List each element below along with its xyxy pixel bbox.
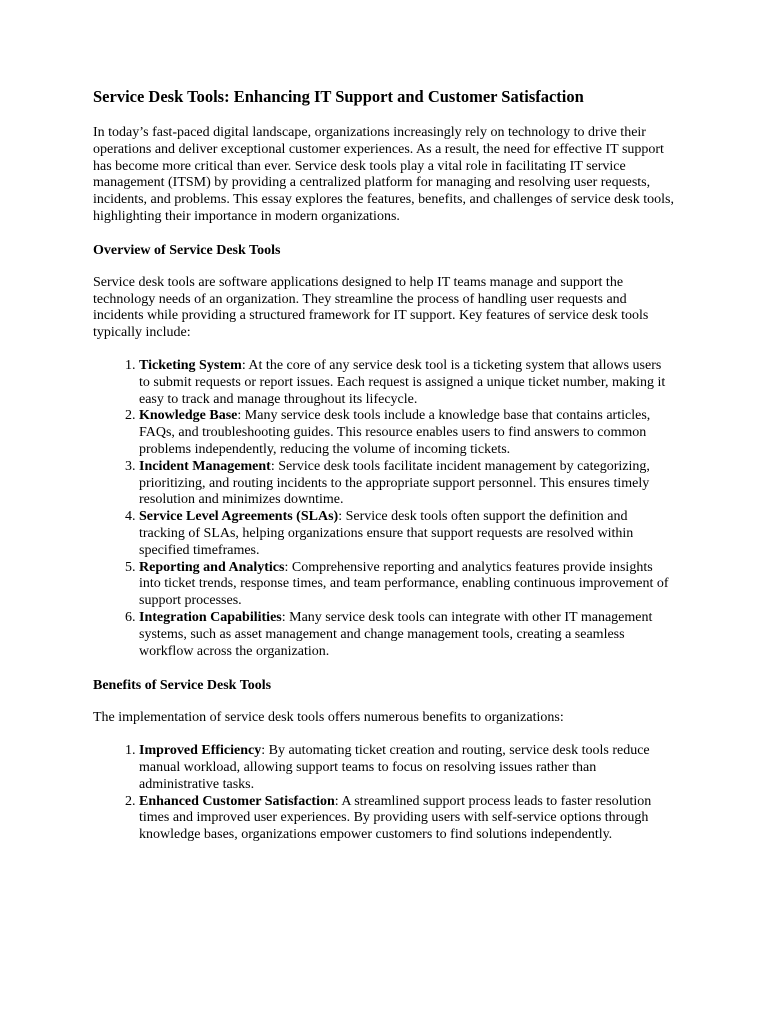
- list-item: [139, 408, 675, 458]
- item-text: : Service desk tools facilitate incident management by categorizing, prioritizing, and routing incidents to the appropriate support personnel. This ensures timely resolution and minimizes downtime.: [139, 458, 650, 508]
- item-text: : Comprehensive reporting and analytics features provide insights into ticket trends, response times, and team performance, enabling continuous improvement of support processes.: [139, 559, 669, 609]
- list-item: [139, 610, 675, 660]
- benefits-heading: Benefits of Service Desk Tools: [93, 678, 272, 694]
- benefits-paragraph: The implementation of service desk tools offers numerous benefits to organizations:: [93, 710, 564, 726]
- list-item: [139, 560, 675, 610]
- item-term: Reporting and Analytics: [139, 559, 285, 575]
- list-item: [139, 509, 675, 559]
- list-item: [139, 743, 675, 793]
- item-text: : By automating ticket creation and routing, service desk tools reduce manual workload, allowing support teams to focus on resolving issues rather than administrative tasks.: [139, 743, 650, 792]
- features-list: [93, 358, 675, 660]
- intro-paragraph: In today’s fast-paced digital landscape, organizations increasingly rely on technology to drive their operations and deliver exceptional customer experiences. As a result, the need for effective IT support has become more critical than ever. Service desk tools play a vital role in facilitating IT service management (ITSM) by providing a centralized platform for managing and resolving user requests, incidents, and problems. This essay explores the features, benefits, and challenges of service desk tools, highlighting their importance in modern organizations.: [93, 125, 674, 224]
- document-title: Service Desk Tools: Enhancing IT Support and Customer Satisfaction: [93, 87, 584, 106]
- list-item: [139, 459, 675, 509]
- item-term: Knowledge Base: [139, 408, 238, 424]
- benefits-list: [93, 743, 675, 844]
- item-text: : At the core of any service desk tool is a ticketing system that allows users to submit requests or report issues. Each request is assigned a unique ticket number, making it easy to track and manage throughout its lifecycle.: [139, 357, 666, 407]
- list-item: [139, 358, 675, 408]
- item-text: : Many service desk tools include a knowledge base that contains articles, FAQs, and troubleshooting guides. This resource enables users to find answers to common problems independently, reducing the volume of incoming tickets.: [139, 408, 651, 457]
- list-item: [139, 794, 675, 844]
- item-term: Incident Management: [139, 458, 271, 474]
- item-term: Ticketing System: [139, 357, 242, 373]
- item-term: Improved Efficiency: [139, 743, 262, 759]
- overview-heading: Overview of Service Desk Tools: [93, 242, 281, 258]
- item-term: Enhanced Customer Satisfaction: [139, 793, 335, 809]
- item-text: : Service desk tools often support the definition and tracking of SLAs, helping organizations ensure that support requests are resolved within specified timeframes.: [139, 509, 634, 558]
- item-term: Service Level Agreements (SLAs): [139, 509, 339, 525]
- overview-paragraph: Service desk tools are software applications designed to help IT teams manage and support the technology needs of an organization. They streamline the process of handling user requests and incidents while providing a structured framework for IT support. Key features of service desk tools typically include:: [93, 274, 649, 341]
- item-text: : A streamlined support process leads to faster resolution times and improved user experiences. By providing users with self-service options through knowledge bases, organizations empower customers to find solutions independently.: [139, 793, 652, 843]
- item-text: : Many service desk tools can integrate with other IT management systems, such as asset management and change management tools, creating a seamless workflow across the organization.: [139, 609, 653, 659]
- item-term: Integration Capabilities: [139, 609, 282, 625]
